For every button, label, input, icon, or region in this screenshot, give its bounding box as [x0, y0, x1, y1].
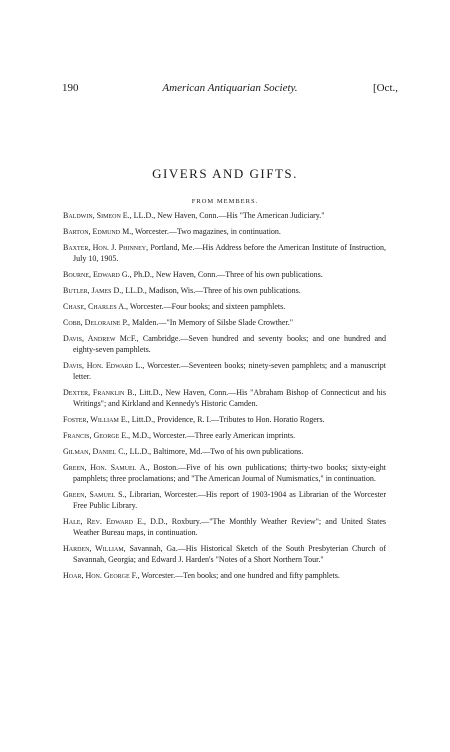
giver-name: Gilman, Daniel C., — [63, 447, 128, 456]
gift-entry — [63, 430, 386, 441]
gift-description: M.D., Worcester.—Three early American imprints. — [130, 431, 296, 440]
gift-description: Worcester.—Seventeen books; ninety-seven pamphlets; and a manuscript letter. — [73, 361, 386, 381]
gift-entry — [63, 242, 386, 264]
gift-entry — [63, 333, 386, 355]
giver-name: Green, Hon. Samuel A., — [63, 463, 150, 472]
gift-description: D.D., Roxbury.—"The Monthly Weather Review"; and United States Weather Bureau maps, in continuation. — [73, 517, 386, 537]
giver-name: Barton, Edmund M., — [63, 227, 134, 236]
gift-entry — [63, 543, 386, 565]
gift-entry — [63, 285, 386, 296]
gift-description: Ph.D., New Haven, Conn.—Three of his own publications. — [131, 270, 323, 279]
gift-description: Worcester.—Ten books; and one hundred and fifty pamphlets. — [139, 571, 340, 580]
gift-description: Malden.—"In Memory of Silsbe Slade Crowther." — [130, 318, 293, 327]
giver-name: Green, Samuel S., — [63, 490, 127, 499]
gift-entry — [63, 269, 386, 280]
giver-name: Hoar, Hon. George F., — [63, 571, 140, 580]
gift-description: Worcester.—Four books; and sixteen pamphlets. — [128, 302, 286, 311]
month-label: [Oct., — [372, 82, 398, 94]
gift-entry — [63, 489, 386, 511]
gift-description: LL.D., Baltimore, Md.—Two of his own publications. — [127, 447, 304, 456]
gift-description: Litt.D., New Haven, Conn.—His "Abraham Bishop of Connecticut and his Writings"; and Kirkland and Kennedy's Historic Camden. — [73, 388, 386, 408]
giver-name: Baldwin, Simeon E., — [63, 211, 132, 220]
giver-name: Francis, George E., — [63, 431, 131, 440]
giver-name: Cobb, Deloraine P., — [63, 318, 131, 327]
giver-name: Davis, Andrew McF., — [63, 334, 139, 343]
gift-description: Litt.D., Providence, R. I.—Tributes to Hon. Horatio Rogers. — [129, 415, 325, 424]
gift-entry — [63, 446, 386, 457]
giver-name: Davis, Hon. Edward L., — [63, 361, 145, 370]
gift-description: LL.D., New Haven, Conn.—His "The American Judiciary." — [131, 211, 325, 220]
giver-name: Bourne, Edward G., — [63, 270, 132, 279]
giver-name: Chase, Charles A., — [63, 302, 129, 311]
gift-entry — [63, 387, 386, 409]
gift-description: Portland, Me.—His Address before the American Institute of Instruction, July 10, 1905. — [73, 243, 386, 263]
gift-entries — [63, 210, 386, 586]
giver-name: Dexter, Franklin B., — [63, 388, 137, 397]
gift-description: LL.D., Madison, Wis.—Three of his own publications. — [123, 286, 301, 295]
gift-description: Librarian, Worcester.—His report of 1903-1904 as Librarian of the Worcester Free Public Library. — [73, 490, 386, 510]
gift-description: Worcester.—Two magazines, in continuation. — [133, 227, 281, 236]
giver-name: Baxter, Hon. J. Phinney, — [63, 243, 149, 252]
gift-entry — [63, 226, 386, 237]
section-subtitle: FROM MEMBERS. — [191, 198, 259, 205]
gift-description: Boston.—Five of his own publications; thirty-two books; sixty-eight pamphlets; three proclamations; and "The American Journal of Numismatics," in continuation. — [73, 463, 386, 483]
gift-entry — [63, 462, 386, 484]
running-header — [62, 82, 398, 96]
gift-entry — [63, 570, 386, 581]
giver-name: Hale, Rev. Edward E., — [63, 517, 146, 526]
gift-description: Cambridge.—Seven hundred and seventy books; and one hundred and eighty-seven pamphlets. — [73, 334, 386, 354]
gift-description: Savannah, Ga.—His Historical Sketch of the South Presbyterian Church of Savannah, Georgia; and Edward J. Harden's "Notes of a Short Northern Tour." — [73, 544, 387, 564]
journal-title: American Antiquarian Society. — [162, 82, 298, 94]
gift-entry — [63, 301, 386, 312]
page-number: 190 — [62, 82, 79, 94]
giver-name: Foster, William E., — [63, 415, 130, 424]
gift-entry — [63, 360, 386, 382]
giver-name: Harden, William, — [63, 544, 126, 553]
gift-entry — [63, 516, 386, 538]
gift-entry — [63, 414, 386, 425]
gift-entry — [63, 210, 386, 221]
gift-entry — [63, 317, 386, 328]
section-title: GIVERS AND GIFTS. — [152, 166, 298, 181]
giver-name: Butler, James D., — [63, 286, 124, 295]
